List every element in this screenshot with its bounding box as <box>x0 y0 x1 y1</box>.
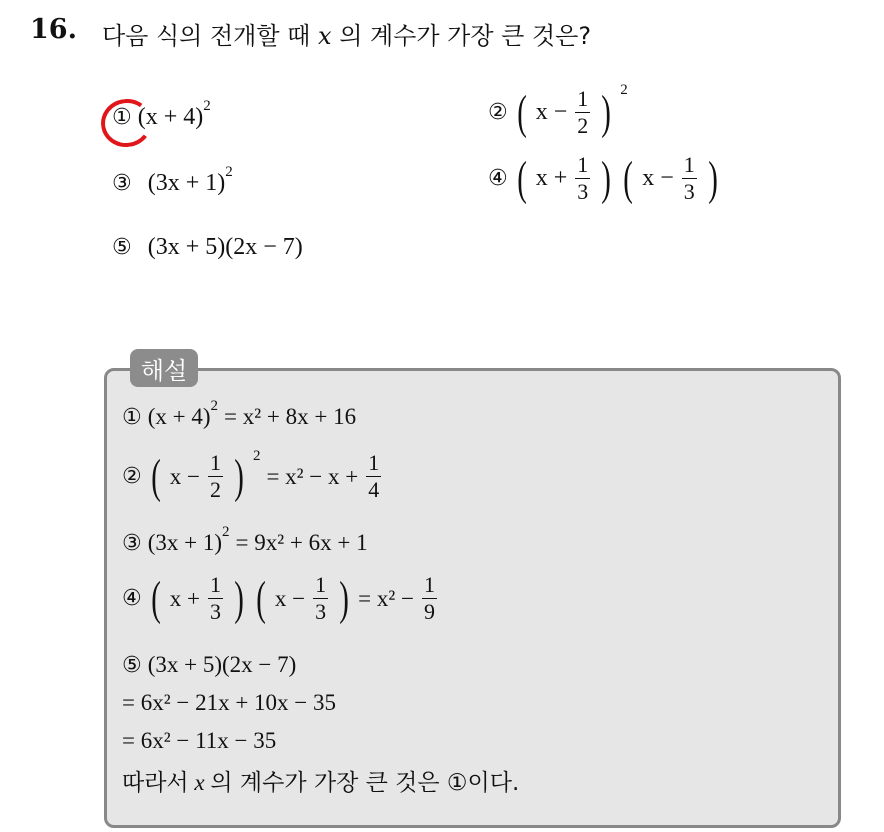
solution-4-fraction-b: $\frac{1}{3}$ <box>315 572 327 624</box>
choice-4-fraction-b: $\frac{1}{3}$ <box>683 152 695 204</box>
choice-1-expr: $(x + 4)^2$ <box>137 98 211 130</box>
choice-5[interactable] <box>112 234 303 261</box>
choice-1-marker: ① <box>112 105 132 130</box>
choice-2[interactable]: ② ( x − $\frac{1}{2}$ ) $^2$ <box>488 82 628 139</box>
solution-2-rhs-fraction: $\frac{1}{4}$ <box>368 450 380 502</box>
choice-3-expr: $(3x + 1)^2$ <box>147 164 233 196</box>
choice-2-fraction: $\frac{1}{2}$ <box>577 86 589 138</box>
solution-4-fraction-a: $\frac{1}{3}$ <box>209 572 221 624</box>
choice-1[interactable] <box>112 98 211 131</box>
question-text-after: 의 계수가 가장 큰 것은? <box>339 22 592 50</box>
solution-4-rhs-fraction: $\frac{1}{9}$ <box>423 572 435 624</box>
choice-2-pre: x − <box>535 99 568 125</box>
choice-2-marker: ② <box>488 100 508 125</box>
choice-4-b-pre: x − <box>642 165 674 191</box>
choice-5-marker: ⑤ <box>112 235 132 260</box>
solution-line-1: ① $(x + 4)^2$ = x² + 8x + 16 <box>122 398 357 430</box>
question-variable: x <box>318 22 332 50</box>
solution-line-4: ④ ( x + $\frac{1}{3}$ ) ( x − $\frac{1}{3}$ ) = x² − $\frac{1}{9}$ <box>122 571 435 625</box>
solution-label: 해설 <box>130 349 198 387</box>
solution-2-fraction: $\frac{1}{2}$ <box>209 450 221 502</box>
solution-line-5: ⑤ (3x + 5)(2x − 7) <box>122 652 297 678</box>
choice-5-expr: (3x + 5)(2x − 7) <box>147 234 303 260</box>
choice-4-fraction-a: $\frac{1}{3}$ <box>577 152 589 204</box>
question-number: 16. <box>30 14 77 45</box>
choice-4[interactable]: ④ ( x + $\frac{1}{3}$ ) ( x − $\frac{1}{3}$ ) <box>488 151 718 205</box>
question-text <box>102 16 591 51</box>
choice-4-a-pre: x + <box>535 165 568 191</box>
solution-line-6: = 6x² − 21x + 10x − 35 <box>122 690 337 715</box>
solution-line-7: = 6x² − 11x − 35 <box>122 728 277 753</box>
solution-conclusion: 따라서 x 의 계수가 가장 큰 것은 ①이다. <box>122 770 520 796</box>
solution-line-2: ② ( x − $\frac{1}{2}$ ) $^2$ = x² − x + $\frac{1}{4}$ <box>122 448 380 503</box>
choice-4-marker: ④ <box>488 166 508 191</box>
choice-3[interactable] <box>112 164 233 197</box>
solution-line-3: ③ $(3x + 1)^2$ = 9x² + 6x + 1 <box>122 524 368 556</box>
choice-3-marker: ③ <box>112 171 132 196</box>
question-text-before: 다음 식의 전개할 때 <box>102 22 311 50</box>
